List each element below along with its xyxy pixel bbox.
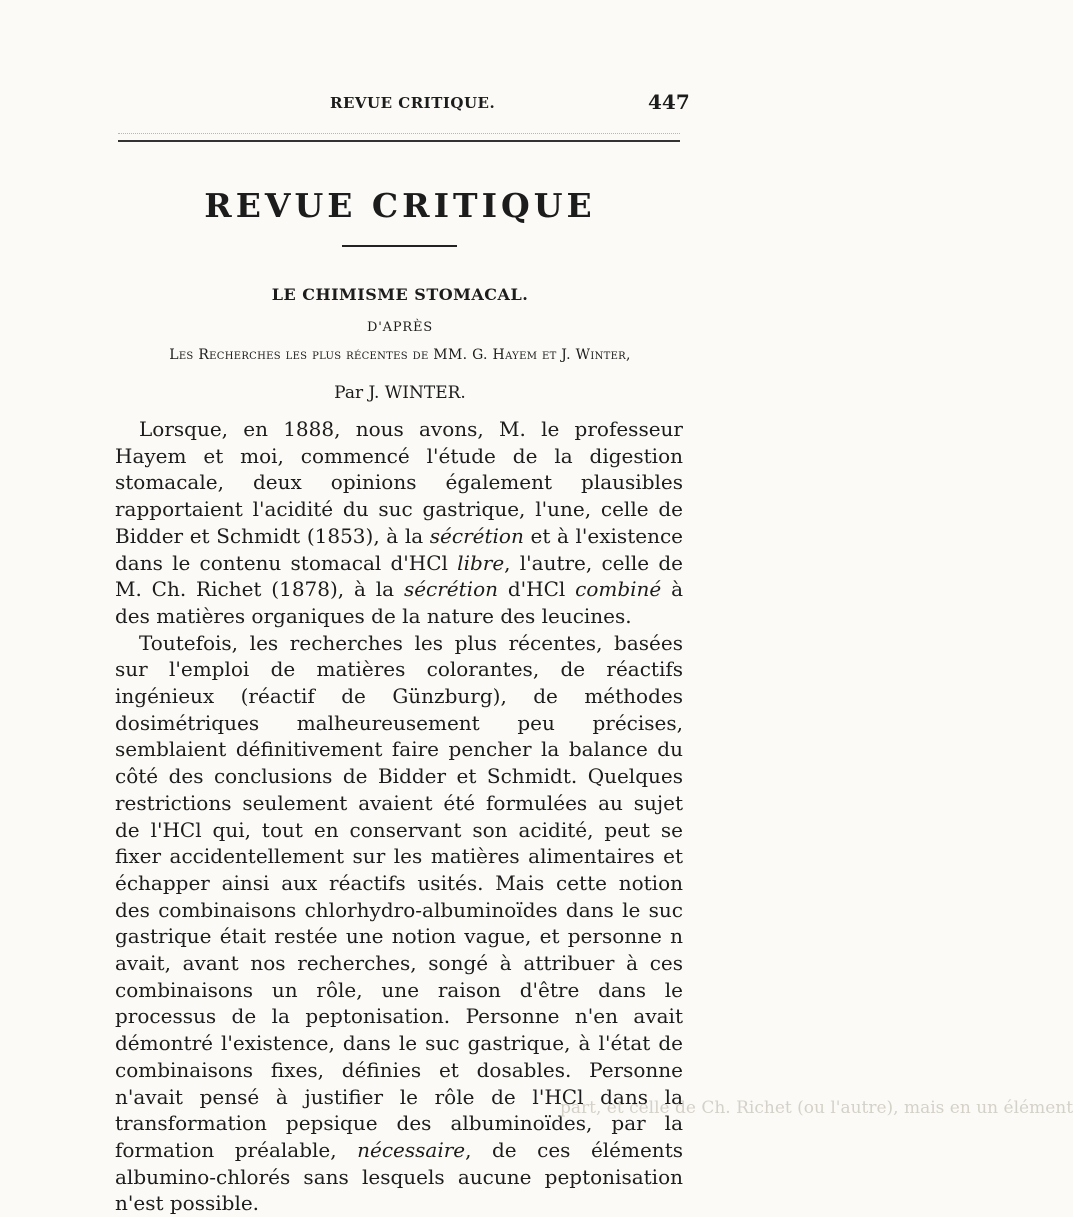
- article-title: LE CHIMISME STOMACAL.: [271, 285, 529, 304]
- article-byline: Par J. WINTER.: [334, 383, 466, 403]
- page-number: 447: [648, 90, 690, 114]
- p1-text-4: d'HCl: [498, 577, 576, 602]
- p2-italic-1: nécessaire: [357, 1137, 466, 1162]
- p1-text-5: à des matières organiques de la nature des leucines.: [115, 577, 684, 628]
- p1-italic-3: sécrétion: [403, 577, 498, 602]
- header-rule: [118, 140, 680, 142]
- p1-italic-2: libre: [457, 550, 505, 575]
- p1-italic-1: sécrétion: [429, 523, 524, 548]
- faint-bleedthrough-rule: [118, 133, 680, 138]
- paragraph-2: [115, 630, 683, 1217]
- body-text: [115, 416, 683, 1217]
- p1-text-3: , l'autre, celle de M. Ch. Richet (1878), à la: [115, 550, 683, 602]
- p1-italic-4: combiné: [575, 577, 662, 602]
- p2-text-1: Toutefois, les recherches les plus récentes, basées sur l'emploi de matières colorantes, de réactifs ingénieux (réactif de Günzburg), de méthodes dosimétriques malheureusement peu précises, semblaient définitivement faire pencher la balance du côté des conclusions de Bidder et Schmidt. Quelques restrictions seulement avaient été formulées au sujet de l'HCl qui, tout en conservant son acidité, peut se fixer accidentellement sur les matières alimentaires et échapper ainsi aux réactifs usités. Mais cette notion des combinaisons chlorhydro-albuminoïdes dans le suc gastrique était restée une notion vague, et personne n avait, avant nos recherches, songé à attribuer à ces combinaisons un rôle, une raison d'être dans le processus de la peptonisation. Personne n'en avait démontré l'existence, dans le suc gastrique, à l'état de combinaisons fixes, définies et dosables. Personne n'avait pensé à justifier le rôle de l'HCl dans la transformation pepsique des albuminoïdes, par la formation préalable,: [115, 630, 683, 1162]
- paragraph-1: [115, 416, 683, 630]
- title-rule: [342, 245, 457, 247]
- p2-text-2: , de ces éléments albumino-chlorés sans lesquels aucune peptonisation n'est possible.: [115, 1137, 683, 1216]
- running-head: REVUE CRITIQUE.: [330, 94, 496, 112]
- p1-text-2: et à l'existence dans le contenu stomacal d'HCl: [115, 523, 683, 575]
- after-label: D'APRÈS: [367, 320, 433, 335]
- article-subtitle: Les Recherches les plus récentes de MM. G. Hayem et J. Winter,: [169, 347, 631, 363]
- p1-text-1: Lorsque, en 1888, nous avons, M. le professeur Hayem et moi, commencé l'étude de la digestion stomacale, deux opinions également plausibles rapportaient l'acidité du suc gastrique, l'une, celle de Bidder et Schmidt (1853), à la: [115, 417, 683, 548]
- section-title: REVUE CRITIQUE: [204, 186, 596, 225]
- bleedthrough-text: part, et celle de Ch. Richet (ou l'autre), mais en un élément: [560, 1098, 1073, 1118]
